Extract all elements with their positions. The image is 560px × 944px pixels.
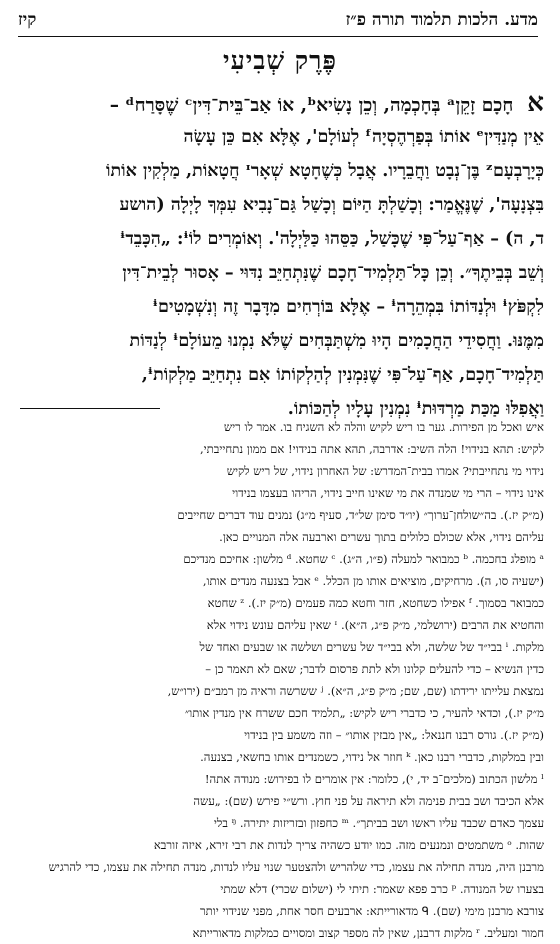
main-line: תַּלְמִיד־חָכָם, אַף־עַל־פִּי שֶׁנִּמְנִין לְהַלְקוֹתוֹ אִם נִתְחַיֵּב מַלְקוֹתᶤ, xyxy=(141,365,544,385)
footnote-line: מלקות. ⁱ בבי״ד של שלשה, ולא בבי״ד של עשרים ושלשה או שבעים ואחד של xyxy=(199,640,544,654)
footnote-line: עליהם נידוי, אלא שכולם כלולים בתוך עשרים וארבעה אלה המנויים כאן. xyxy=(219,530,544,544)
footnote-line: (ישעיה סו, ה). מרחיקים, מוציאים אותו מן הכלל. ᵉ אבל בצנעה מנדים אותו, xyxy=(202,574,544,588)
footnote-line: ˡ מלשון הכתוב (מלכים־ב יד, י), כלומר: אין אומרים לו בפירוש: מנודה אתה! xyxy=(204,772,544,786)
main-line: וְשֵׁב בְּבֵיתֶךָ״. וְכֵן כָּל־תַּלְמִיד־חָכָם שֶׁנִּתְחַיֵּב נִדּוּי – אָסוּר לְבֵית־דִּין xyxy=(122,263,544,283)
main-line: לִקְפֹּץᶤ וּלְנַדּוֹתוֹ בִּמְהֵרָהᶤ – אֶלָּא בּוֹרְחִים מִדָּבָר זֶה וְנִשְׁמָטִיםᶤ xyxy=(152,297,544,317)
header-title: מדע. הלכות תלמוד תורה פ״ז xyxy=(345,10,538,30)
main-line: אֵין מְנַדִּיןᵉ אוֹתוֹ בְּפַרְהֶסְיָהᶠ לְעוֹלָם', אֶלָּא אִם כֵּן עָשָׂה xyxy=(183,127,544,147)
main-line: מִמֶּנּוּ. וַחֲסִידֵי הַחֲכָמִים הָיוּ מִשְׁתַּבְּחִים שֶׁלֹּא נִמְנוּ מֵעוֹלָםᶤ לְנַדּוֹת xyxy=(129,331,544,351)
footnote-line: חמור ומעליב. ʳ מלקות דרבנן, שאין לה מספר קצוב ומסויים כמלקות מדאורייתא xyxy=(192,926,544,940)
main-line: ד, ה) – אַף־עַל־פִּי שֶׁכָּשַׁל, כַּסֵּהוּ כַּלַּיְלָה'. וְאוֹמְרִים לוֹᶤ: „הִכָּבֵדᶤ xyxy=(120,229,544,249)
footnote-line: כדין הנשיא – כדי להעלים קלונו ולא לתת פרסום לדבר; שאם לא תאמר כן – xyxy=(205,662,544,676)
footnote-line: ובין במלקות, כדברי רבנו כאן. ᵏ חוזר אל נידוי, כשמנדים אותו בחשאי, בצנעה. xyxy=(200,750,544,764)
footnote-line: נמצאת עלייתו ירידתו (שם, שם; מ״ק פ״ג, ה״א). ʲ ששרשה וראיה מן רמב״ם (ירו״ש, xyxy=(167,684,544,698)
footnote-line: כמבואר בסמוך. ᶠ אפילו כשחטא, חזר וחטא כמה פעמים (מ״ק יז.). ᶻ שחטא xyxy=(207,596,544,610)
footnote-line: שהות. ᵒ משתמטים ונמנעים מזה. כמו יודע כשהיה צריך לנדות את רבי זירא, איזה זורבא xyxy=(153,838,544,852)
footnote-line: לקיש: תהא בנידוי! הלה השיב: אדרבה, תהא אתה בנידוי! אם ממון נתחייבתי, xyxy=(199,442,544,456)
footnote-line: (מ״ק יז.). גורס רבנו חננאל: „אין מבזין אותו״ – וזה משמע בין בנידוי xyxy=(244,728,544,742)
footnote-line: צורבא מרבנן מימי (שם). ᑫ מדאורייתא: ארבעים חסר אחת, מפני שנידוי יותר xyxy=(199,904,544,918)
footnote-line: והחטיא את הרבים (ירושלמי, מ״ק פ״ג, ה״א). ᶦ שאין עליהם עונש נידוי אלא xyxy=(206,618,544,632)
footnote-line: איש ואכל מן הפירות. גער בו ריש לקיש והלה לא השגיח בו. אמר לו ריש xyxy=(223,420,544,434)
main-line: וַאֲפִלּוּ מַכַּת מַרְדּוּתᶤ נִמְנִין עָלָיו לְהַכּוֹתוֹ. xyxy=(287,399,544,419)
footnotes xyxy=(18,416,544,944)
main-line-text: חָכָם זָקֵןᵃ בְּחָכְמָה, וְכֵן נָשִׂיאᵇ, אוֹ אַב־בֵּית־דִּיןᶜ שֶׁסָּרַחᵈ – xyxy=(109,95,514,116)
page-number: קיז xyxy=(18,10,37,30)
footnote-line: (מ״ק יז.). בה״שולחן־ערוך״ (יו״ד סימן של״ד, סעיף מ״ג) נמנים עוד דברים שחייבים xyxy=(177,508,544,522)
footnote-separator xyxy=(20,408,160,409)
main-line xyxy=(20,86,544,120)
footnote-line: ᵃ מופלג בחכמה. ᵇ כמבואר למעלה (פ״ו, ה״ג). ᶜ שחטא. ᵈ מלשון: אחיכם מנדיכם xyxy=(183,552,544,566)
footnote-line: אלא הכיבד ושב בבית פנימה ולא תיראה על פני חוץ. ורש״י פירש (שם): „עשה xyxy=(193,794,544,808)
footnote-line: אינו נידוי – הרי מי שמנדה את מי שאינו חייב נידוי, הריהו בעצמו בנידוי xyxy=(232,486,544,500)
main-line: כְּיָרָבְעָםᶻ בֶּן־נְבָט וַחֲבֵרָיו. אֲבָל כְּשֶׁחָטָא שְׁאָרᶦ חֲטָאוֹת, מַלְקִין אוֹתוֹ xyxy=(106,161,544,181)
footnote-line: מרבנן היה, מנדה תחילה את עצמו, כדי שלהריש ולהצטער שנוי עליו לנדות, מנדה תחילה את עצמו, כדי להרגיש xyxy=(48,860,544,874)
footnote-line: בצערו של המנודה. ᵖ כרב פפא שאמר: תיתי לי (ישלום שכרי) דלא שמתי xyxy=(220,882,544,896)
chapter-title: פֶּרֶק שְׁבִיעִי xyxy=(223,46,337,75)
halakha-letter: א xyxy=(527,88,544,118)
main-line: בִּצְנָעָה', שֶׁנֶּאֱמַר: וְכָשַׁלְתָּ הַיּוֹם וְכָשַׁל גַּם־נָבִיא עִמְּךָ לָיְלָה (הושע xyxy=(119,195,544,215)
footnote-line: נידוי מי נתחייבתי? אמרו בבית־המדרש: של האחרון נידוי, של ריש לקיש xyxy=(226,464,544,478)
footnote-line: מ״ק יז.), וכדאי להעיר, כי כדברי ריש לקיש: „תלמיד חכם ששרח אין מנדין אותו״ xyxy=(184,706,544,720)
running-header xyxy=(18,8,538,37)
footnote-line: עצמך כאדם שכבד עליו ראשו ושב בביתך״. ᵐ כחפזון ובזריזות יתירה. ᵑ בלי xyxy=(213,816,544,830)
main-text xyxy=(20,86,544,426)
